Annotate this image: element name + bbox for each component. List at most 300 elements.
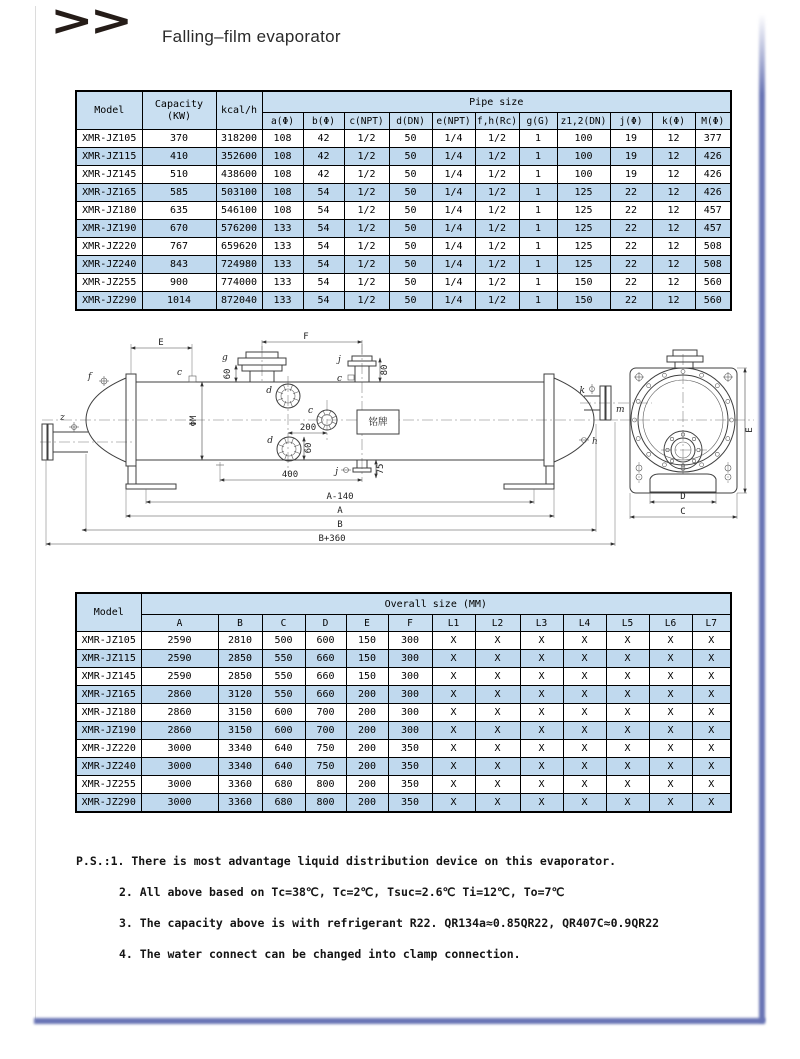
value-cell: X	[692, 668, 731, 686]
value-cell: 3000	[141, 776, 218, 794]
value-cell: 660	[305, 668, 346, 686]
value-cell: 585	[142, 184, 216, 202]
value-cell: 426	[695, 148, 731, 166]
value-cell: 3000	[141, 758, 218, 776]
value-cell: 150	[557, 274, 610, 292]
nozzle-z-label: z	[60, 413, 65, 423]
value-cell: 700	[305, 722, 346, 740]
col-header-model: Model	[76, 91, 142, 130]
value-cell: 1/2	[344, 166, 389, 184]
value-cell: 659620	[216, 238, 262, 256]
nozzle-f-label: f	[88, 372, 92, 382]
value-cell: 457	[695, 202, 731, 220]
sub-header: L3	[520, 615, 563, 632]
sub-header: M(Φ)	[695, 113, 731, 130]
value-cell: X	[649, 776, 692, 794]
value-cell: X	[475, 686, 520, 704]
value-cell: X	[692, 794, 731, 812]
model-cell: XMR-JZ105	[76, 632, 141, 650]
table-row	[76, 794, 731, 812]
value-cell: X	[432, 668, 475, 686]
table-row	[76, 740, 731, 758]
value-cell: 54	[303, 202, 344, 220]
table-row	[76, 256, 731, 274]
value-cell: X	[692, 776, 731, 794]
col-header-model: Model	[76, 593, 141, 632]
value-cell: 200	[346, 776, 388, 794]
value-cell: 560	[695, 274, 731, 292]
value-cell: 54	[303, 238, 344, 256]
value-cell: 1/2	[344, 130, 389, 148]
value-cell: 200	[346, 704, 388, 722]
value-cell: 300	[388, 722, 432, 740]
value-cell: 640	[262, 758, 305, 776]
value-cell: X	[606, 776, 649, 794]
value-cell: X	[563, 650, 606, 668]
value-cell: 1	[519, 256, 557, 274]
sub-header: E	[346, 615, 388, 632]
value-cell: X	[432, 650, 475, 668]
table-row	[76, 238, 731, 256]
value-cell: 750	[305, 758, 346, 776]
value-cell: 774000	[216, 274, 262, 292]
model-cell: XMR-JZ240	[76, 758, 141, 776]
value-cell: 1/2	[475, 220, 519, 238]
value-cell: 1/4	[432, 202, 475, 220]
sub-header: k(Φ)	[652, 113, 695, 130]
model-cell: XMR-JZ180	[76, 202, 142, 220]
value-cell: X	[563, 740, 606, 758]
value-cell: X	[649, 632, 692, 650]
value-cell: 50	[389, 130, 432, 148]
value-cell: X	[606, 758, 649, 776]
value-cell: 1	[519, 184, 557, 202]
table-row	[76, 292, 731, 310]
value-cell: 3150	[218, 704, 262, 722]
value-cell: 510	[142, 166, 216, 184]
table-row	[76, 632, 731, 650]
value-cell: X	[432, 704, 475, 722]
value-cell: 1/2	[344, 202, 389, 220]
model-cell: XMR-JZ255	[76, 274, 142, 292]
value-cell: 22	[610, 220, 652, 238]
dim-b: B	[337, 520, 343, 530]
sub-header: A	[141, 615, 218, 632]
dim-200: 200	[299, 423, 317, 433]
value-cell: 50	[389, 148, 432, 166]
nozzle-j-top-label: j	[338, 355, 341, 365]
value-cell: 133	[262, 292, 303, 310]
dim-a: A	[337, 506, 343, 516]
table-row	[76, 650, 731, 668]
value-cell: 22	[610, 238, 652, 256]
value-cell: 3000	[141, 740, 218, 758]
value-cell: 54	[303, 184, 344, 202]
group-header-pipe-size: Pipe size	[262, 91, 731, 113]
value-cell: 54	[303, 274, 344, 292]
value-cell: X	[432, 776, 475, 794]
value-cell: 100	[557, 166, 610, 184]
value-cell: 350	[388, 740, 432, 758]
value-cell: 426	[695, 184, 731, 202]
value-cell: 12	[652, 256, 695, 274]
nozzle-k-label: k	[579, 386, 585, 396]
value-cell: 12	[652, 130, 695, 148]
value-cell: X	[520, 794, 563, 812]
value-cell: X	[606, 650, 649, 668]
value-cell: 503100	[216, 184, 262, 202]
nozzle-m-label: m	[616, 405, 625, 415]
value-cell: 300	[388, 668, 432, 686]
model-cell: XMR-JZ255	[76, 776, 141, 794]
capacity-label-line1: Capacity	[154, 98, 204, 110]
value-cell: 1/4	[432, 238, 475, 256]
sub-header: d(DN)	[389, 113, 432, 130]
value-cell: 1/2	[344, 238, 389, 256]
value-cell: 200	[346, 722, 388, 740]
value-cell: 50	[389, 184, 432, 202]
value-cell: 438600	[216, 166, 262, 184]
value-cell: X	[692, 650, 731, 668]
hole-c-center-label: c	[307, 406, 313, 416]
hole-d-upper-label: d	[266, 386, 272, 396]
value-cell: X	[692, 758, 731, 776]
value-cell: X	[563, 686, 606, 704]
value-cell: 125	[557, 184, 610, 202]
note-4: 4. The water connect can be changed into clamp connection.	[119, 947, 521, 961]
value-cell: 54	[303, 220, 344, 238]
value-cell: 767	[142, 238, 216, 256]
value-cell: 1/2	[475, 292, 519, 310]
value-cell: 1/2	[344, 184, 389, 202]
value-cell: X	[432, 740, 475, 758]
value-cell: 12	[652, 274, 695, 292]
value-cell: 576200	[216, 220, 262, 238]
value-cell: 19	[610, 148, 652, 166]
value-cell: 2810	[218, 632, 262, 650]
note-1: P.S.:1. There is most advantage liquid distribution device on this evaporator.	[76, 854, 617, 868]
sub-header: j(Φ)	[610, 113, 652, 130]
value-cell: 660	[305, 686, 346, 704]
model-cell: XMR-JZ115	[76, 148, 142, 166]
value-cell: 1014	[142, 292, 216, 310]
dim-phi-m: ΦM	[189, 415, 199, 427]
evaporator-drawing-svg	[40, 332, 760, 584]
model-cell: XMR-JZ165	[76, 184, 142, 202]
value-cell: X	[475, 650, 520, 668]
value-cell: 200	[346, 686, 388, 704]
value-cell: 108	[262, 130, 303, 148]
value-cell: X	[692, 632, 731, 650]
model-cell: XMR-JZ145	[76, 166, 142, 184]
value-cell: 800	[305, 794, 346, 812]
value-cell: 2850	[218, 650, 262, 668]
value-cell: 133	[262, 274, 303, 292]
value-cell: 670	[142, 220, 216, 238]
value-cell: 1/2	[475, 202, 519, 220]
value-cell: 377	[695, 130, 731, 148]
value-cell: X	[432, 686, 475, 704]
table-row	[76, 166, 731, 184]
sub-header: F	[388, 615, 432, 632]
value-cell: 680	[262, 776, 305, 794]
value-cell: 42	[303, 130, 344, 148]
dim-400: 400	[281, 470, 299, 480]
dim-60-top: 60	[223, 368, 233, 380]
value-cell: 12	[652, 202, 695, 220]
value-cell: 2850	[218, 668, 262, 686]
value-cell: 3340	[218, 758, 262, 776]
value-cell: 546100	[216, 202, 262, 220]
table-row	[76, 704, 731, 722]
value-cell: X	[475, 668, 520, 686]
value-cell: X	[606, 740, 649, 758]
dim-e: E	[158, 338, 164, 348]
value-cell: 550	[262, 686, 305, 704]
value-cell: 22	[610, 292, 652, 310]
value-cell: 660	[305, 650, 346, 668]
group-header-overall-size: Overall size (MM)	[141, 593, 731, 615]
value-cell: X	[692, 686, 731, 704]
value-cell: 50	[389, 166, 432, 184]
model-cell: XMR-JZ145	[76, 668, 141, 686]
nozzle-h-label: h	[592, 437, 598, 447]
model-cell: XMR-JZ190	[76, 722, 141, 740]
sub-header: L5	[606, 615, 649, 632]
value-cell: 724980	[216, 256, 262, 274]
value-cell: X	[520, 776, 563, 794]
value-cell: 700	[305, 704, 346, 722]
table-row	[76, 668, 731, 686]
value-cell: X	[606, 722, 649, 740]
dim-80: 80	[380, 364, 390, 376]
header-row	[76, 593, 731, 615]
value-cell: X	[475, 758, 520, 776]
value-cell: 50	[389, 256, 432, 274]
value-cell: X	[475, 740, 520, 758]
value-cell: 1/4	[432, 130, 475, 148]
value-cell: 3150	[218, 722, 262, 740]
table-row	[76, 202, 731, 220]
value-cell: X	[649, 686, 692, 704]
dim-c-end: C	[680, 507, 686, 517]
value-cell: 2860	[141, 722, 218, 740]
value-cell: 350	[388, 758, 432, 776]
value-cell: 1	[519, 166, 557, 184]
sub-header: e(NPT)	[432, 113, 475, 130]
value-cell: X	[520, 758, 563, 776]
value-cell: X	[692, 704, 731, 722]
sub-header: L6	[649, 615, 692, 632]
value-cell: 457	[695, 220, 731, 238]
value-cell: 1	[519, 238, 557, 256]
value-cell: 150	[346, 650, 388, 668]
value-cell: 100	[557, 130, 610, 148]
value-cell: 50	[389, 220, 432, 238]
value-cell: 1/4	[432, 166, 475, 184]
value-cell: 560	[695, 292, 731, 310]
value-cell: X	[520, 686, 563, 704]
value-cell: X	[692, 740, 731, 758]
value-cell: X	[475, 704, 520, 722]
value-cell: 125	[557, 238, 610, 256]
value-cell: X	[563, 632, 606, 650]
header-row	[76, 91, 731, 113]
value-cell: 1	[519, 220, 557, 238]
value-cell: X	[432, 722, 475, 740]
value-cell: 600	[262, 704, 305, 722]
note-2: 2. All above based on Tc=38℃, Tc=2℃, Tsuc=2.6℃ Ti=12℃, To=7℃	[119, 885, 565, 899]
model-cell: XMR-JZ115	[76, 650, 141, 668]
value-cell: X	[649, 758, 692, 776]
dim-d-end: D	[680, 492, 686, 502]
value-cell: 54	[303, 292, 344, 310]
sub-header: c(NPT)	[344, 113, 389, 130]
table-row	[76, 686, 731, 704]
value-cell: X	[649, 740, 692, 758]
dim-f: F	[303, 332, 309, 342]
table-row	[76, 130, 731, 148]
page-title: Falling–film evaporator	[162, 27, 341, 46]
value-cell: 12	[652, 292, 695, 310]
nozzle-j-bottom-label: j	[335, 467, 338, 477]
notes-section	[76, 852, 738, 976]
col-header-capacity	[142, 91, 216, 130]
hole-d-lower-label: d	[267, 436, 273, 446]
chevrons-logo-icon: >>	[50, 0, 130, 46]
value-cell: 843	[142, 256, 216, 274]
value-cell: 508	[695, 256, 731, 274]
value-cell: 2860	[141, 686, 218, 704]
sub-header: B	[218, 615, 262, 632]
overall-size-table	[75, 592, 732, 813]
value-cell: X	[520, 740, 563, 758]
value-cell: 22	[610, 184, 652, 202]
sub-header: a(Φ)	[262, 113, 303, 130]
value-cell: 42	[303, 148, 344, 166]
value-cell: 1/2	[344, 148, 389, 166]
value-cell: 1/2	[475, 274, 519, 292]
value-cell: 19	[610, 130, 652, 148]
value-cell: X	[563, 776, 606, 794]
value-cell: 12	[652, 184, 695, 202]
value-cell: 1/2	[344, 220, 389, 238]
value-cell: 1/4	[432, 184, 475, 202]
value-cell: 22	[610, 256, 652, 274]
value-cell: 3000	[141, 794, 218, 812]
value-cell: 108	[262, 202, 303, 220]
value-cell: 19	[610, 166, 652, 184]
value-cell: X	[475, 722, 520, 740]
value-cell: X	[520, 632, 563, 650]
value-cell: 100	[557, 148, 610, 166]
sub-header-row	[76, 615, 731, 632]
value-cell: X	[649, 704, 692, 722]
value-cell: 108	[262, 148, 303, 166]
value-cell: 50	[389, 202, 432, 220]
value-cell: X	[606, 704, 649, 722]
value-cell: X	[563, 722, 606, 740]
sub-header: C	[262, 615, 305, 632]
model-cell: XMR-JZ190	[76, 220, 142, 238]
value-cell: 640	[262, 740, 305, 758]
value-cell: X	[563, 704, 606, 722]
value-cell: X	[520, 704, 563, 722]
value-cell: 635	[142, 202, 216, 220]
table-row	[76, 148, 731, 166]
value-cell: 350	[388, 776, 432, 794]
value-cell: 370	[142, 130, 216, 148]
value-cell: 1/2	[475, 256, 519, 274]
model-cell: XMR-JZ290	[76, 292, 142, 310]
dim-60-mid: 60	[304, 442, 314, 454]
value-cell: X	[606, 686, 649, 704]
value-cell: 1/2	[475, 148, 519, 166]
value-cell: 1	[519, 292, 557, 310]
value-cell: 3120	[218, 686, 262, 704]
dim-75: 75	[376, 463, 386, 475]
value-cell: X	[520, 650, 563, 668]
value-cell: 125	[557, 220, 610, 238]
sub-header: L7	[692, 615, 731, 632]
value-cell: 133	[262, 220, 303, 238]
dim-b360: B+360	[318, 534, 346, 544]
value-cell: 680	[262, 794, 305, 812]
value-cell: 1/2	[344, 274, 389, 292]
value-cell: 1	[519, 274, 557, 292]
capacity-label-line2: (KW)	[166, 110, 192, 122]
value-cell: X	[606, 632, 649, 650]
value-cell: X	[692, 722, 731, 740]
dim-a140: A-140	[326, 492, 354, 502]
value-cell: 1/2	[344, 256, 389, 274]
nozzle-g-label: g	[222, 353, 228, 363]
value-cell: 1/4	[432, 148, 475, 166]
value-cell: 550	[262, 668, 305, 686]
model-cell: XMR-JZ220	[76, 238, 142, 256]
sub-header: L1	[432, 615, 475, 632]
value-cell: 900	[142, 274, 216, 292]
value-cell: 22	[610, 202, 652, 220]
table-row	[76, 758, 731, 776]
sub-header: L2	[475, 615, 520, 632]
table-row	[76, 776, 731, 794]
value-cell: X	[649, 668, 692, 686]
value-cell: 300	[388, 704, 432, 722]
value-cell: 150	[557, 292, 610, 310]
value-cell: X	[649, 722, 692, 740]
value-cell: 50	[389, 292, 432, 310]
pipe-size-table	[75, 90, 732, 311]
value-cell: 125	[557, 256, 610, 274]
value-cell: 150	[346, 668, 388, 686]
value-cell: X	[649, 650, 692, 668]
value-cell: 1/4	[432, 292, 475, 310]
model-cell: XMR-JZ105	[76, 130, 142, 148]
value-cell: 50	[389, 238, 432, 256]
value-cell: 12	[652, 220, 695, 238]
model-cell: XMR-JZ290	[76, 794, 141, 812]
value-cell: 1/2	[475, 166, 519, 184]
value-cell: 352600	[216, 148, 262, 166]
value-cell: 3340	[218, 740, 262, 758]
nozzle-c-top-label: c	[337, 374, 343, 384]
frame-bottom-border	[34, 1018, 765, 1024]
value-cell: 300	[388, 650, 432, 668]
sub-header: b(Φ)	[303, 113, 344, 130]
value-cell: 1	[519, 130, 557, 148]
value-cell: X	[520, 668, 563, 686]
